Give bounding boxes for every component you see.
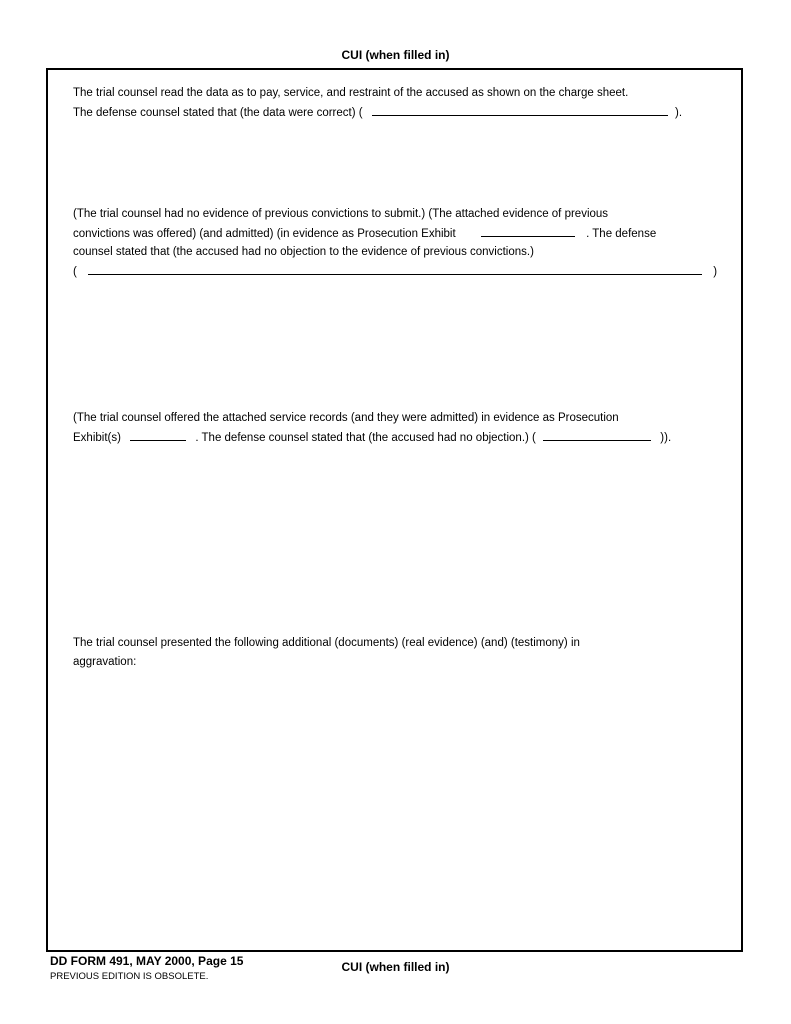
previous-convictions-blank[interactable] — [88, 262, 702, 275]
section1-line1: The trial counsel read the data as to pay, service, and restraint of the accused as shown on the charge sheet. — [73, 87, 629, 99]
service-records-objection-blank[interactable] — [543, 428, 651, 441]
section2-line1: (The trial counsel had no evidence of previous convictions to submit.) (The attached evidence of previous — [73, 208, 609, 220]
form-identifier: DD FORM 491, MAY 2000, Page 15 — [50, 954, 244, 968]
section2-line4-open: ( — [73, 265, 77, 278]
cui-marking-bottom: CUI (when filled in) — [341, 960, 450, 974]
section4-line1: The trial counsel presented the following additional (documents) (real evidence) (and) (testimony) in — [73, 637, 580, 649]
section2-line4-close: ) — [713, 265, 718, 278]
section2-line3: counsel stated that (the accused had no objection to the evidence of previous convictions.) — [73, 246, 534, 258]
form-frame — [46, 68, 743, 952]
section-previous-convictions — [73, 205, 733, 281]
section2-line2-prefix: convictions was offered) (and admitted) (in evidence as Prosecution Exhibit — [73, 227, 456, 240]
section3-line1: (The trial counsel offered the attached service records (and they were admitted) in evidence as Prosecution — [73, 412, 619, 424]
section-aggravation — [73, 634, 733, 671]
section2-line2-suffix: . The defense — [586, 227, 657, 240]
section-service-records — [73, 409, 733, 447]
cui-marking-top: CUI (when filled in) — [341, 48, 450, 62]
service-records-exhibit-blank[interactable] — [130, 428, 186, 441]
section-pay-service-restraint — [73, 84, 733, 122]
section3-line2-prefix: Exhibit(s) — [73, 431, 121, 444]
section1-line2 — [73, 103, 733, 123]
edition-note: PREVIOUS EDITION IS OBSOLETE. — [50, 971, 209, 982]
section1-line2-prefix: The defense counsel stated that (the data were correct) ( — [73, 106, 363, 119]
section2-line2 — [73, 224, 733, 244]
section4-line2: aggravation: — [73, 655, 137, 668]
section3-line2-suffix: )). — [660, 431, 672, 444]
section3-line2 — [73, 428, 733, 448]
section3-line2-middle: . The defense counsel stated that (the accused had no objection.) ( — [195, 431, 536, 444]
data-correct-blank[interactable] — [372, 103, 668, 116]
section2-line4 — [73, 262, 733, 282]
section1-line2-suffix: ). — [674, 106, 683, 119]
prosecution-exhibit-blank[interactable] — [481, 224, 575, 237]
